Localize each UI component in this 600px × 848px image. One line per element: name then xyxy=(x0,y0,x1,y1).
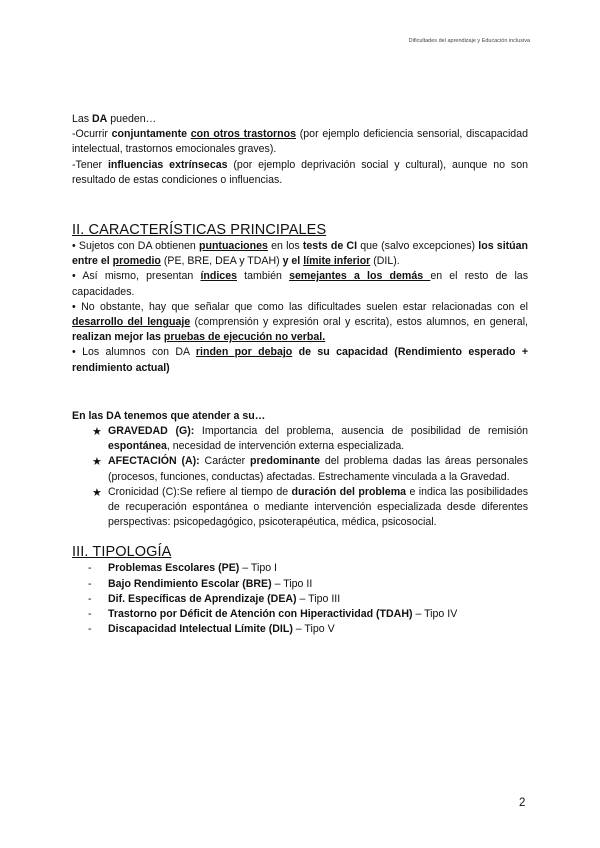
star-bullet-icon: ★ xyxy=(92,425,102,439)
attention-heading: En las DA tenemos que atender a su… xyxy=(72,409,266,422)
running-header: Dificultades del aprendizaje y Educación inclusiva xyxy=(408,38,530,44)
list-item-afectacion: ★ AFECTACIÓN (A): Carácter predominante del problema dadas las áreas personales (procesos, funciones, conductas) afectadas. Estrechamente vinculada a la Gravedad. xyxy=(92,455,528,483)
characteristic-paragraph-1: • Sujetos con DA obtienen puntuaciones en los tests de CI que (salvo excepciones) los sitúan entre el promedio (PE, BRE, DEA y TDAH) y el límite inferior (DIL). xyxy=(72,240,529,268)
intro-lead: Las DA pueden… xyxy=(72,113,157,125)
list-item: - Discapacidad Intelectual Límite (DIL) – Tipo V xyxy=(88,623,335,636)
list-item: - Dif. Específicas de Aprendizaje (DEA) – Tipo III xyxy=(88,592,341,605)
star-bullet-icon: ★ xyxy=(92,455,102,469)
list-item-cronicidad: ★ Cronicidad (C):Se refiere al tiempo de duración del problema e indica las posibilidades de recuperación espontánea o mediante intervención especializada desde diferentes perspectivas: psicopedagógico, psicoterapéutica, médica, psicosocial. xyxy=(92,485,529,529)
page-content xyxy=(72,112,528,637)
characteristic-paragraph-3: • No obstante, hay que señalar que como las dificultades suelen estar relacionadas con el desarrollo del lenguaje (comprensión y expresión oral y escrita), estos alumnos, en general, realizan mejor las pruebas de ejecución no verbal. xyxy=(72,300,528,344)
spacer xyxy=(72,376,528,409)
page-number: 2 xyxy=(519,797,526,809)
characteristic-paragraph-4: • Los alumnos con DA rinden por debajo de su capacidad (Rendimiento esperado + rendimiento actual) xyxy=(72,346,529,374)
list-item-gravedad: ★ GRAVEDAD (G): Importancia del problema, ausencia de posibilidad de remisión espontánea, necesidad de intervención externa especializada. xyxy=(92,425,528,453)
attention-list xyxy=(72,424,528,530)
intro-point-1: -Ocurrir conjuntamente con otros trastornos (por ejemplo deficiencia sensorial, discapacidad intelectual, trastornos emocionales graves). xyxy=(72,128,528,156)
intro-point-2: -Tener influencias extrínsecas (por ejemplo deprivación social y cultural), aunque no son resultado de estas condiciones o influencias. xyxy=(72,158,528,186)
list-item: - Trastorno por Déficit de Atención con Hiperactividad (TDAH) – Tipo IV xyxy=(88,608,458,621)
list-item: - Bajo Rendimiento Escolar (BRE) – Tipo II xyxy=(88,577,313,590)
typology-list xyxy=(72,561,528,637)
section-title-tipologia: III. TIPOLOGÍA xyxy=(72,544,172,561)
list-item: - Problemas Escolares (PE) – Tipo I xyxy=(88,562,278,575)
section-title-caracteristicas: II. CARACTERÍSTICAS PRINCIPALES xyxy=(72,222,327,239)
star-bullet-icon: ★ xyxy=(92,485,102,499)
characteristic-paragraph-2: • Así mismo, presentan índices también semejantes a los demás en el resto de las capacidades. xyxy=(72,270,528,298)
